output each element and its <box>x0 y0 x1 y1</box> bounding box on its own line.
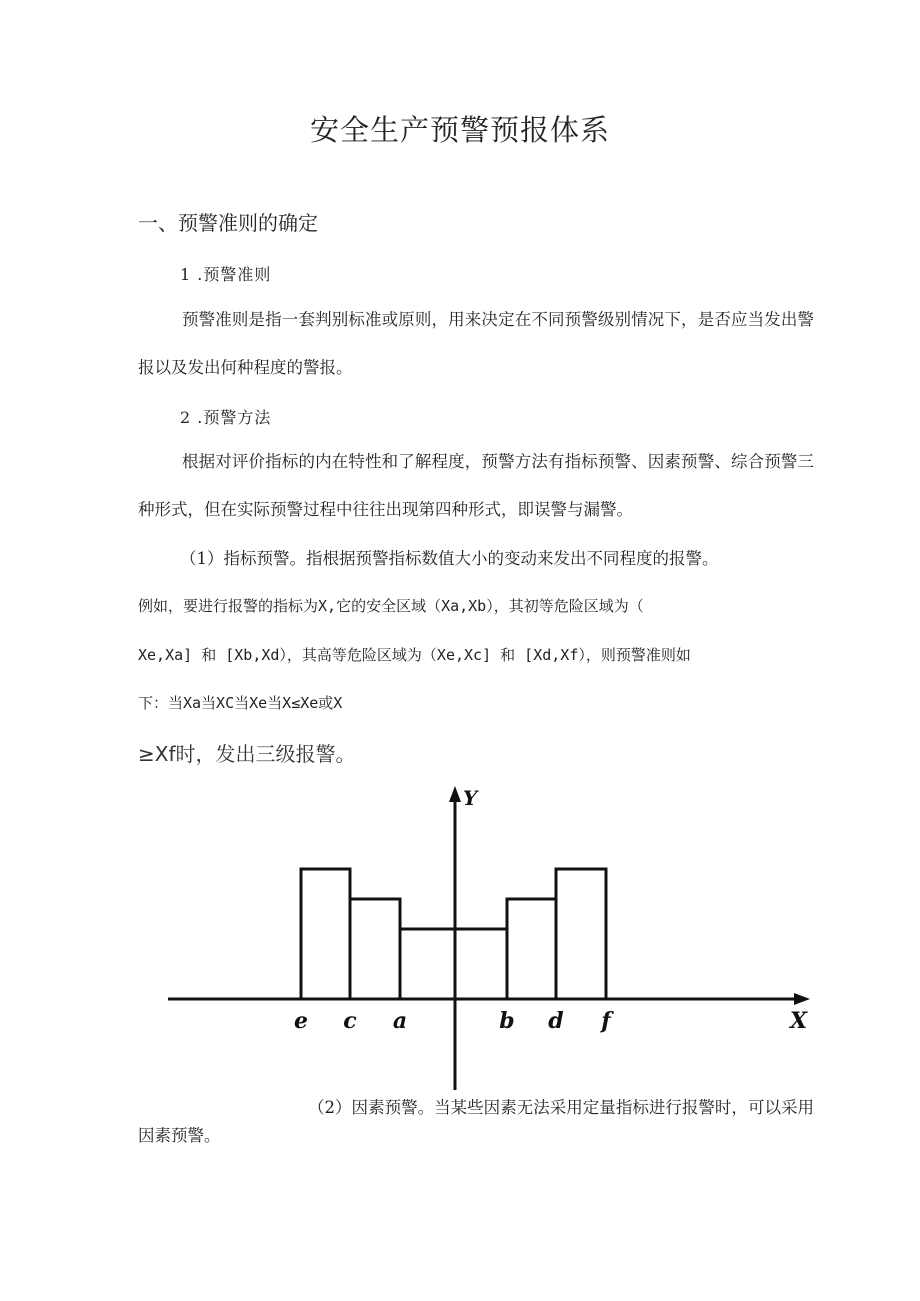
paragraph-indicator-line2: 例如，要进行报警的指标为X,它的安全区域（Xa,Xb），其初等危险区域为（ <box>138 597 644 615</box>
x-axis-label: X <box>790 1008 808 1034</box>
tick-label-a: a <box>392 1008 408 1034</box>
section-heading: 一、预警准则的确定 <box>138 211 318 235</box>
x-axis-arrow <box>794 993 810 1005</box>
tick-label-d: d <box>548 1008 564 1034</box>
subsection-heading-2: 2 .预警方法 <box>180 408 272 427</box>
tick-label-c: c <box>343 1008 357 1034</box>
paragraph-indicator-line4: 下：当Xa当XC当Xe当X≤Xe或X <box>138 694 343 712</box>
tick-label-e: e <box>294 1008 308 1034</box>
paragraph-indicator-line1: （1）指标预警。指根据预警指标数值大小的变动来发出不同程度的报警。 <box>180 549 719 568</box>
y-axis-label: Y <box>463 786 478 810</box>
subsection-heading-1: 1 .预警准则 <box>180 265 272 284</box>
paragraph-indicator-line5: ≥Xf时，发出三级报警。 <box>138 742 356 766</box>
paragraph-methods: 根据对评价指标的内在特性和了解程度，预警方法有指标预警、因素预警、综合预警三种形式，但在实际预警过程中往往出现第四种形式，即误警与漏警。 <box>138 452 814 519</box>
tick-label-b: b <box>499 1008 515 1034</box>
paragraph-factor: （2）因素预警。当某些因素无法采用定量指标进行报警时，可以采用因素预警。 <box>138 1098 814 1145</box>
y-axis-arrow <box>449 786 461 802</box>
chart-root <box>168 786 810 1090</box>
paragraph-criteria: 预警准则是指一套判别标准或原则，用来决定在不同预警级别情况下，是否应当发出警报以及发出何种程度的警报。 <box>138 310 814 377</box>
warning-step-chart <box>160 778 820 1093</box>
document-title: 安全生产预警预报体系 <box>309 113 610 147</box>
paragraph-indicator-line3: Xe,Xa] 和 [Xb,Xd），其高等危险区域为（Xe,Xc] 和 [Xd,Xf），则预警准则如 <box>138 646 691 664</box>
tick-label-f: f <box>601 1008 611 1034</box>
